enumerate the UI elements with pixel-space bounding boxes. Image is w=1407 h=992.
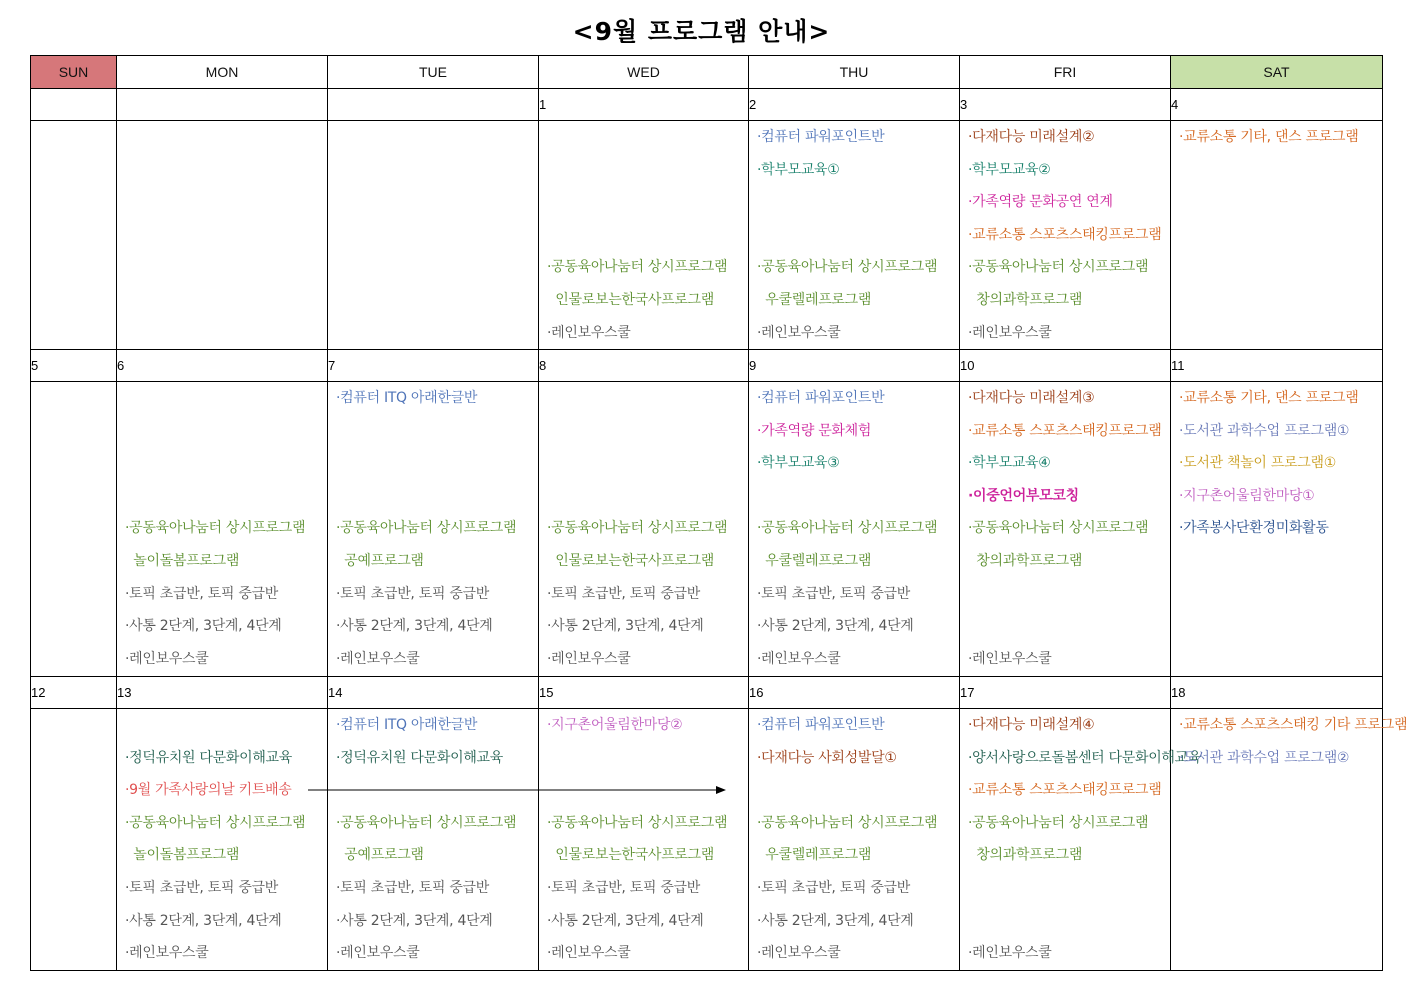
program-cell-fri	[960, 709, 1202, 971]
program-item: ·공동육아나눔터 상시프로그램	[757, 259, 938, 276]
date-cell-mon: 13	[117, 677, 328, 709]
program-item: ·토픽 초급반, 토픽 중급반	[547, 585, 700, 602]
continuation-arrow	[308, 785, 726, 795]
date-cell-wed: 8	[539, 350, 749, 382]
program-item: ·사통 2단계, 3단계, 4단계	[125, 912, 282, 929]
program-item: ·토픽 초급반, 토픽 중급반	[125, 880, 278, 896]
program-item: ·공동육아나눔터 상시프로그램	[968, 814, 1149, 831]
program-item: ·공동육아나눔터 상시프로그램	[547, 259, 728, 276]
program-item: 놀이돌봄프로그램	[125, 847, 240, 864]
date-cell-sun: 12	[31, 677, 117, 709]
program-item: ·공동육아나눔터 상시프로그램	[757, 814, 938, 831]
program-item: ·도서관 과학수업 프로그램①	[1179, 422, 1350, 439]
program-item: ·사통 2단계, 3단계, 4단계	[757, 618, 914, 635]
program-item: ·교류소통 기타, 댄스 프로그램	[1179, 390, 1359, 406]
program-item: ·컴퓨터 파워포인트반	[757, 717, 885, 733]
program-item: ·학부모교육④	[968, 455, 1051, 472]
header-sun: SUN	[31, 56, 117, 89]
program-item: ·사통 2단계, 3단계, 4단계	[125, 618, 282, 635]
program-cell-tue	[328, 382, 539, 677]
program-cell-sat	[1171, 382, 1383, 677]
program-item: ·공동육아나눔터 상시프로그램	[336, 520, 517, 537]
program-cell-mon	[117, 709, 328, 971]
program-item: ·공동육아나눔터 상시프로그램	[125, 520, 306, 537]
program-item: ·학부모교육①	[757, 161, 840, 178]
program-item: ·컴퓨터 파워포인트반	[757, 390, 885, 406]
date-cell-sat: 18	[1171, 677, 1383, 709]
program-item: ·다재다능 미래설계④	[968, 717, 1095, 733]
program-cell-tue	[328, 709, 539, 971]
program-row	[31, 709, 1383, 971]
program-item: ·토픽 초급반, 토픽 중급반	[336, 585, 489, 602]
program-item: ·가족봉사단환경미화활동	[1179, 520, 1329, 537]
program-item: ·토픽 초급반, 토픽 중급반	[757, 880, 910, 896]
program-item: 인물로보는한국사프로그램	[547, 292, 714, 308]
header-sat: SAT	[1171, 56, 1383, 89]
program-item: ·양서사랑으로돌봄센터 다문화이해교육	[968, 749, 1202, 766]
program-cell-sun	[31, 121, 117, 350]
date-cell-thu: 16	[749, 677, 960, 709]
program-cell-fri	[960, 121, 1171, 350]
program-item: ·레인보우스쿨	[968, 324, 1052, 341]
date-cell-sat: 4	[1171, 89, 1383, 121]
program-cell-mon	[117, 121, 328, 350]
program-item: ·지구촌어울림한마당②	[547, 717, 683, 733]
date-cell-sat: 11	[1171, 350, 1383, 382]
program-cell-tue	[328, 121, 539, 350]
program-item: ·가족역량 문화체험	[757, 422, 872, 439]
program-item: 창의과학프로그램	[968, 847, 1083, 864]
program-item: ·교류소통 스포츠스태킹 기타 프로그램	[1179, 717, 1407, 733]
header-wed: WED	[539, 56, 749, 89]
program-item: 우쿨렐레프로그램	[757, 553, 872, 569]
date-cell-fri: 10	[960, 350, 1171, 382]
date-cell-sun	[31, 89, 117, 121]
date-cell-thu: 2	[749, 89, 960, 121]
program-cell-fri	[960, 382, 1171, 677]
program-cell-sat	[1171, 121, 1383, 350]
date-cell-thu: 9	[749, 350, 960, 382]
program-item: 공예프로그램	[336, 847, 424, 864]
program-item: ·사통 2단계, 3단계, 4단계	[336, 618, 493, 635]
program-item: ·교류소통 스포츠스태킹프로그램	[968, 422, 1162, 439]
program-item: ·사통 2단계, 3단계, 4단계	[757, 912, 914, 929]
date-cell-sun: 5	[31, 350, 117, 382]
program-item: ·지구촌어울림한마당①	[1179, 487, 1315, 504]
date-cell-wed: 15	[539, 677, 749, 709]
date-cell-mon	[117, 89, 328, 121]
program-item: ·레인보우스쿨	[336, 650, 420, 667]
date-row	[31, 89, 1383, 121]
program-item: ·정덕유치원 다문화이해교육	[336, 749, 503, 766]
program-item: ·레인보우스쿨	[547, 324, 631, 341]
program-item: ·레인보우스쿨	[125, 945, 209, 962]
program-item: ·컴퓨터 파워포인트반	[757, 129, 885, 145]
program-item: ·도서관 책놀이 프로그램①	[1179, 455, 1336, 472]
program-item: ·토픽 초급반, 토픽 중급반	[125, 585, 278, 602]
program-item: ·사통 2단계, 3단계, 4단계	[547, 618, 704, 635]
date-cell-tue: 14	[328, 677, 539, 709]
date-cell-wed: 1	[539, 89, 749, 121]
program-item: ·토픽 초급반, 토픽 중급반	[757, 585, 910, 602]
program-cell-mon	[117, 382, 328, 677]
program-item: ·공동육아나눔터 상시프로그램	[336, 814, 517, 831]
program-item: ·컴퓨터 ITQ 아래한글반	[336, 717, 478, 733]
program-item: ·레인보우스쿨	[547, 650, 631, 667]
program-item: ·레인보우스쿨	[968, 650, 1052, 667]
header-fri: FRI	[960, 56, 1171, 89]
program-item: ·공동육아나눔터 상시프로그램	[547, 520, 728, 537]
program-item: ·레인보우스쿨	[757, 324, 841, 341]
program-item: 놀이돌봄프로그램	[125, 553, 240, 569]
program-cell-sun	[31, 709, 117, 971]
header-tue: TUE	[328, 56, 539, 89]
date-cell-fri: 3	[960, 89, 1171, 121]
program-item: 우쿨렐레프로그램	[757, 292, 872, 308]
program-item: ·공동육아나눔터 상시프로그램	[968, 259, 1149, 276]
page-title: <9월 프로그램 안내>	[572, 17, 831, 46]
program-cell-wed	[539, 382, 749, 677]
program-item: ·토픽 초급반, 토픽 중급반	[547, 880, 700, 896]
program-item: ·다재다능 미래설계③	[968, 390, 1095, 406]
date-cell-tue: 7	[328, 350, 539, 382]
program-item: ·레인보우스쿨	[125, 650, 209, 667]
program-item: ·사통 2단계, 3단계, 4단계	[336, 912, 493, 929]
program-item: 창의과학프로그램	[968, 292, 1083, 308]
header-thu: THU	[749, 56, 960, 89]
program-item: 공예프로그램	[336, 553, 424, 569]
program-item: ·사통 2단계, 3단계, 4단계	[547, 912, 704, 929]
program-item: ·교류소통 스포츠스태킹프로그램	[968, 782, 1162, 799]
date-cell-mon: 6	[117, 350, 328, 382]
program-cell-thu	[749, 382, 960, 677]
program-row	[31, 121, 1383, 350]
program-item: 인물로보는한국사프로그램	[547, 553, 714, 569]
program-item: ·공동육아나눔터 상시프로그램	[757, 520, 938, 537]
date-row	[31, 350, 1383, 382]
program-item: ·공동육아나눔터 상시프로그램	[125, 814, 306, 831]
program-cell-thu	[749, 709, 960, 971]
program-item: ·공동육아나눔터 상시프로그램	[547, 814, 728, 831]
program-item: ·레인보우스쿨	[968, 945, 1052, 962]
program-item: ·9월 가족사랑의날 키트배송	[125, 782, 292, 799]
program-item: ·교류소통 기타, 댄스 프로그램	[1179, 129, 1359, 145]
program-item: ·이중언어부모코칭	[968, 487, 1079, 504]
program-item: ·도서관 과학수업 프로그램②	[1179, 749, 1350, 766]
program-item: ·컴퓨터 ITQ 아래한글반	[336, 390, 478, 406]
header-mon: MON	[117, 56, 328, 89]
program-cell-sat	[1171, 709, 1407, 971]
calendar-table	[30, 55, 1407, 971]
program-item: ·가족역량 문화공연 연계	[968, 194, 1113, 211]
date-row	[31, 677, 1383, 709]
program-item: 인물로보는한국사프로그램	[547, 847, 714, 864]
date-cell-fri: 17	[960, 677, 1171, 709]
program-item: ·학부모교육③	[757, 455, 840, 472]
program-item: ·다재다능 미래설계②	[968, 129, 1095, 145]
program-cell-thu	[749, 121, 960, 350]
program-row	[31, 382, 1383, 677]
program-item: ·레인보우스쿨	[757, 945, 841, 962]
program-item: ·레인보우스쿨	[757, 650, 841, 667]
program-cell-sun	[31, 382, 117, 677]
program-item: ·다재다능 사회성발달①	[757, 749, 897, 766]
program-cell-wed	[539, 709, 749, 971]
program-item: 우쿨렐레프로그램	[757, 847, 872, 864]
program-item: ·공동육아나눔터 상시프로그램	[968, 520, 1149, 537]
program-item: ·교류소통 스포츠스태킹프로그램	[968, 226, 1162, 243]
program-cell-wed	[539, 121, 749, 350]
date-cell-tue	[328, 89, 539, 121]
program-item: ·토픽 초급반, 토픽 중급반	[336, 880, 489, 896]
program-item: ·레인보우스쿨	[336, 945, 420, 962]
program-item: 창의과학프로그램	[968, 553, 1083, 569]
program-item: ·레인보우스쿨	[547, 945, 631, 962]
program-item: ·정덕유치원 다문화이해교육	[125, 749, 292, 766]
program-item: ·학부모교육②	[968, 161, 1051, 178]
weekday-header-row	[31, 56, 1383, 89]
